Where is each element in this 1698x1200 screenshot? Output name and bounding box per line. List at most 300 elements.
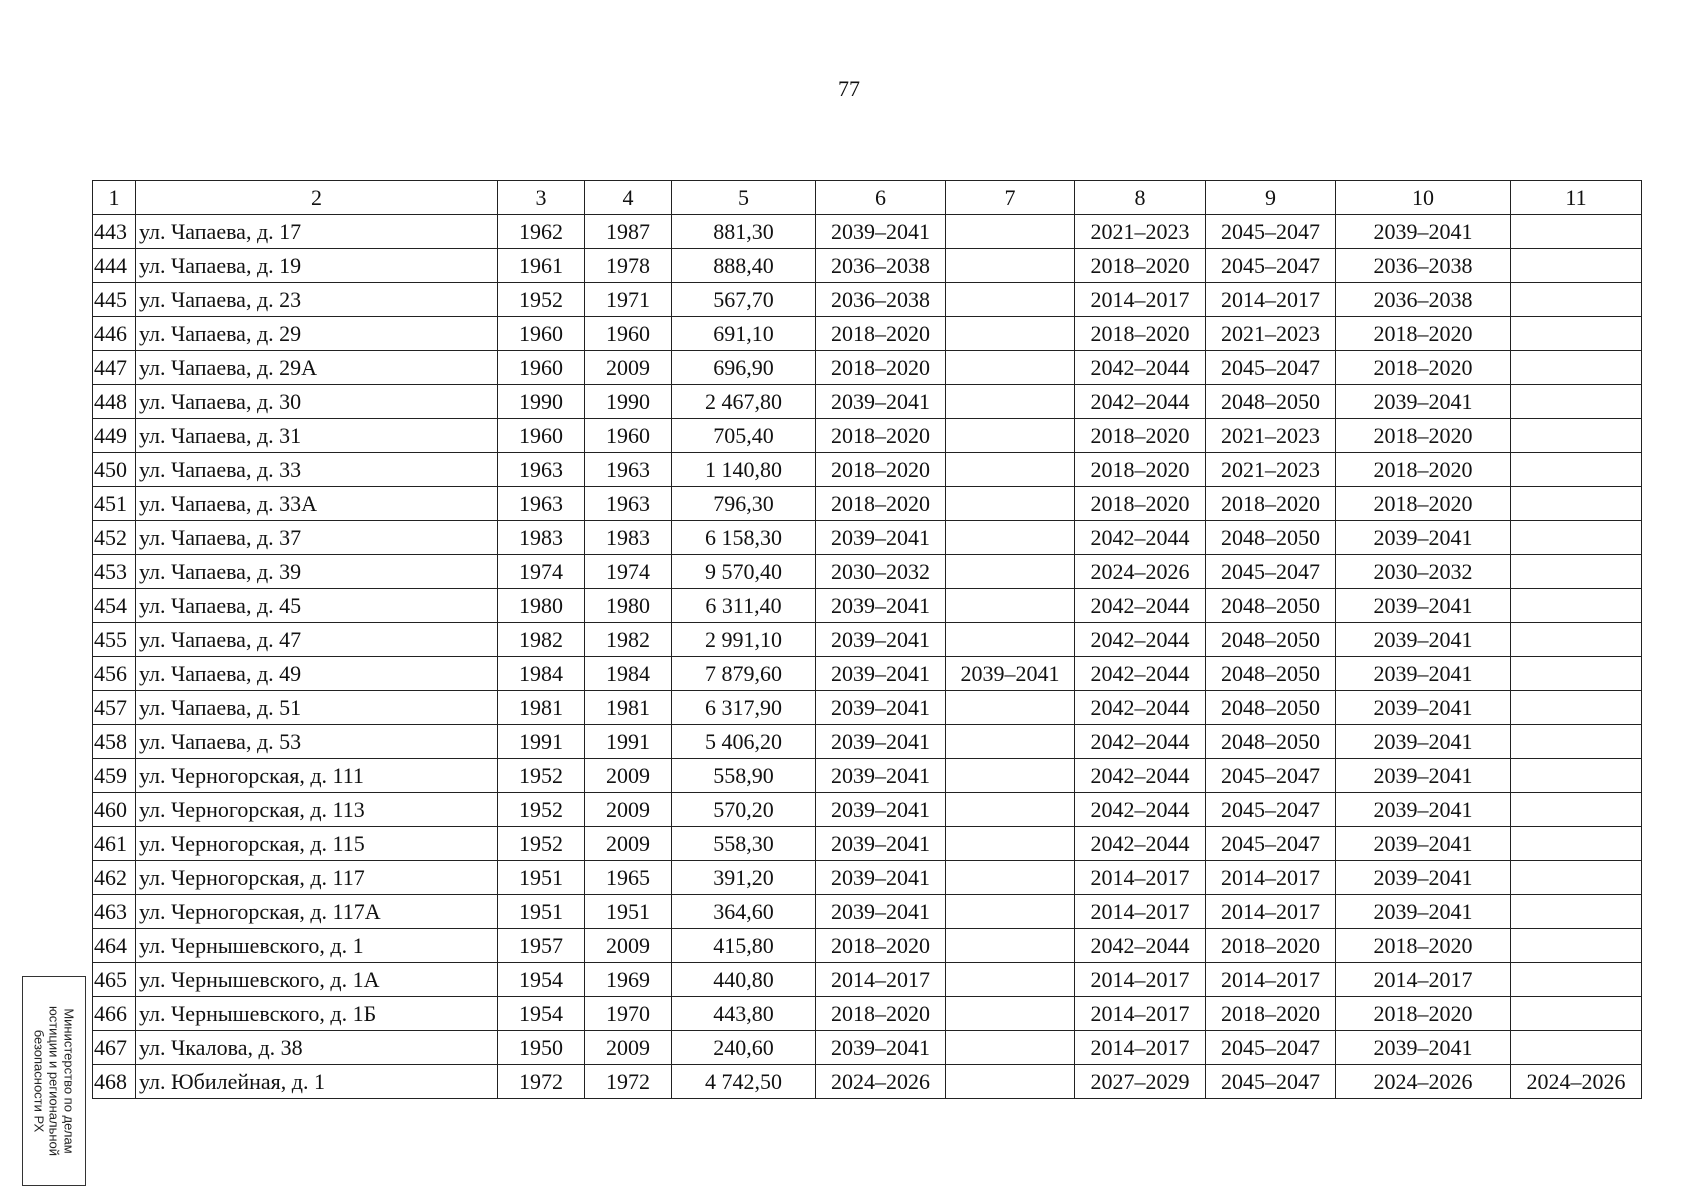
cell-col-year-2: 1960: [585, 317, 672, 351]
cell-col-7: [946, 215, 1075, 249]
table-row: [93, 861, 1642, 895]
cell-col-7: [946, 759, 1075, 793]
header-col-area: 5: [672, 181, 816, 215]
cell-col-year-built: 1951: [498, 861, 585, 895]
cell-col-num: 455: [93, 623, 136, 657]
cell-col-9: 2045–2047: [1206, 215, 1336, 249]
cell-col-6: 2018–2020: [816, 997, 946, 1031]
cell-col-11: 2024–2026: [1511, 1065, 1642, 1099]
cell-col-9: 2045–2047: [1206, 555, 1336, 589]
cell-col-10: 2018–2020: [1336, 929, 1511, 963]
cell-col-7: [946, 725, 1075, 759]
cell-col-9: 2045–2047: [1206, 1031, 1336, 1065]
cell-col-11: [1511, 555, 1642, 589]
page-number: 77: [838, 76, 860, 101]
cell-col-9: 2045–2047: [1206, 793, 1336, 827]
table-row: [93, 589, 1642, 623]
cell-col-address: ул. Черногорская, д. 117: [136, 861, 498, 895]
cell-col-11: [1511, 521, 1642, 555]
cell-col-6: 2039–2041: [816, 521, 946, 555]
table-row: [93, 453, 1642, 487]
cell-col-address: ул. Чапаева, д. 39: [136, 555, 498, 589]
cell-col-num: 448: [93, 385, 136, 419]
table-row: [93, 657, 1642, 691]
cell-col-year-2: 1980: [585, 589, 672, 623]
header-col-6: 6: [816, 181, 946, 215]
cell-col-6: 2036–2038: [816, 283, 946, 317]
cell-col-area: 2 467,80: [672, 385, 816, 419]
cell-col-address: ул. Черногорская, д. 111: [136, 759, 498, 793]
cell-col-year-built: 1960: [498, 419, 585, 453]
cell-col-7: [946, 861, 1075, 895]
cell-col-address: ул. Чапаева, д. 17: [136, 215, 498, 249]
cell-col-address: ул. Чапаева, д. 29: [136, 317, 498, 351]
cell-col-8: 2042–2044: [1075, 725, 1206, 759]
cell-col-7: [946, 963, 1075, 997]
cell-col-num: 463: [93, 895, 136, 929]
cell-col-address: ул. Чапаева, д. 45: [136, 589, 498, 623]
cell-col-7: [946, 691, 1075, 725]
cell-col-9: 2014–2017: [1206, 283, 1336, 317]
cell-col-year-built: 1954: [498, 963, 585, 997]
cell-col-year-2: 1987: [585, 215, 672, 249]
table-row: [93, 317, 1642, 351]
cell-col-6: 2039–2041: [816, 725, 946, 759]
cell-col-num: 461: [93, 827, 136, 861]
cell-col-9: 2021–2023: [1206, 419, 1336, 453]
cell-col-9: 2048–2050: [1206, 725, 1336, 759]
cell-col-11: [1511, 385, 1642, 419]
cell-col-6: 2039–2041: [816, 793, 946, 827]
cell-col-8: 2042–2044: [1075, 691, 1206, 725]
cell-col-year-built: 1952: [498, 283, 585, 317]
cell-col-9: 2048–2050: [1206, 623, 1336, 657]
cell-col-num: 458: [93, 725, 136, 759]
cell-col-8: 2027–2029: [1075, 1065, 1206, 1099]
cell-col-11: [1511, 895, 1642, 929]
cell-col-11: [1511, 725, 1642, 759]
cell-col-address: ул. Чернышевского, д. 1А: [136, 963, 498, 997]
cell-col-11: [1511, 453, 1642, 487]
cell-col-address: ул. Черногорская, д. 117А: [136, 895, 498, 929]
cell-col-10: 2036–2038: [1336, 283, 1511, 317]
cell-col-10: 2030–2032: [1336, 555, 1511, 589]
cell-col-address: ул. Юбилейная, д. 1: [136, 1065, 498, 1099]
cell-col-year-2: 1982: [585, 623, 672, 657]
cell-col-8: 2014–2017: [1075, 963, 1206, 997]
cell-col-year-2: 1970: [585, 997, 672, 1031]
cell-col-8: 2042–2044: [1075, 351, 1206, 385]
cell-col-address: ул. Чапаева, д. 37: [136, 521, 498, 555]
cell-col-area: 2 991,10: [672, 623, 816, 657]
cell-col-8: 2018–2020: [1075, 249, 1206, 283]
cell-col-10: 2039–2041: [1336, 385, 1511, 419]
cell-col-year-2: 2009: [585, 827, 672, 861]
cell-col-address: ул. Чапаева, д. 53: [136, 725, 498, 759]
cell-col-8: 2042–2044: [1075, 521, 1206, 555]
cell-col-area: 6 311,40: [672, 589, 816, 623]
cell-col-8: 2024–2026: [1075, 555, 1206, 589]
cell-col-address: ул. Чернышевского, д. 1: [136, 929, 498, 963]
table-row: [93, 929, 1642, 963]
cell-col-area: 443,80: [672, 997, 816, 1031]
table-row: [93, 725, 1642, 759]
cell-col-7: [946, 419, 1075, 453]
header-col-11: 11: [1511, 181, 1642, 215]
cell-col-year-built: 1991: [498, 725, 585, 759]
table-row: [93, 623, 1642, 657]
cell-col-year-2: 1965: [585, 861, 672, 895]
cell-col-7: [946, 589, 1075, 623]
cell-col-6: 2018–2020: [816, 453, 946, 487]
cell-col-area: 691,10: [672, 317, 816, 351]
cell-col-area: 6 158,30: [672, 521, 816, 555]
cell-col-6: 2039–2041: [816, 1031, 946, 1065]
cell-col-num: 465: [93, 963, 136, 997]
cell-col-8: 2042–2044: [1075, 657, 1206, 691]
cell-col-year-built: 1960: [498, 351, 585, 385]
cell-col-7: [946, 249, 1075, 283]
cell-col-year-built: 1981: [498, 691, 585, 725]
cell-col-9: 2045–2047: [1206, 759, 1336, 793]
cell-col-num: 464: [93, 929, 136, 963]
cell-col-8: 2042–2044: [1075, 623, 1206, 657]
cell-col-6: 2039–2041: [816, 657, 946, 691]
table-row: [93, 759, 1642, 793]
cell-col-address: ул. Чапаева, д. 30: [136, 385, 498, 419]
cell-col-9: 2018–2020: [1206, 997, 1336, 1031]
cell-col-6: 2039–2041: [816, 895, 946, 929]
cell-col-7: [946, 997, 1075, 1031]
cell-col-7: [946, 793, 1075, 827]
table-row: [93, 351, 1642, 385]
table-row: [93, 555, 1642, 589]
cell-col-area: 5 406,20: [672, 725, 816, 759]
cell-col-year-2: 1972: [585, 1065, 672, 1099]
cell-col-8: 2042–2044: [1075, 929, 1206, 963]
cell-col-num: 454: [93, 589, 136, 623]
table-row: [93, 963, 1642, 997]
cell-col-year-2: 2009: [585, 759, 672, 793]
cell-col-10: 2039–2041: [1336, 691, 1511, 725]
cell-col-num: 466: [93, 997, 136, 1031]
cell-col-11: [1511, 589, 1642, 623]
header-col-7: 7: [946, 181, 1075, 215]
cell-col-9: 2021–2023: [1206, 317, 1336, 351]
table-body: [93, 215, 1642, 1099]
cell-col-8: 2042–2044: [1075, 827, 1206, 861]
table-row: [93, 1031, 1642, 1065]
cell-col-year-2: 2009: [585, 929, 672, 963]
cell-col-num: 457: [93, 691, 136, 725]
cell-col-11: [1511, 249, 1642, 283]
cell-col-year-built: 1963: [498, 453, 585, 487]
cell-col-9: 2048–2050: [1206, 521, 1336, 555]
cell-col-year-2: 1990: [585, 385, 672, 419]
cell-col-10: 2039–2041: [1336, 215, 1511, 249]
cell-col-area: 391,20: [672, 861, 816, 895]
cell-col-9: 2045–2047: [1206, 351, 1336, 385]
cell-col-area: 7 879,60: [672, 657, 816, 691]
table-row: [93, 385, 1642, 419]
cell-col-area: 364,60: [672, 895, 816, 929]
table-row: [93, 691, 1642, 725]
cell-col-11: [1511, 997, 1642, 1031]
cell-col-year-built: 1952: [498, 827, 585, 861]
cell-col-9: 2045–2047: [1206, 827, 1336, 861]
cell-col-9: 2018–2020: [1206, 487, 1336, 521]
cell-col-year-2: 1974: [585, 555, 672, 589]
cell-col-6: 2014–2017: [816, 963, 946, 997]
cell-col-11: [1511, 657, 1642, 691]
cell-col-9: 2014–2017: [1206, 861, 1336, 895]
cell-col-8: 2018–2020: [1075, 419, 1206, 453]
cell-col-11: [1511, 861, 1642, 895]
cell-col-address: ул. Чапаева, д. 19: [136, 249, 498, 283]
cell-col-area: 415,80: [672, 929, 816, 963]
cell-col-num: 467: [93, 1031, 136, 1065]
cell-col-num: 452: [93, 521, 136, 555]
cell-col-6: 2036–2038: [816, 249, 946, 283]
cell-col-num: 451: [93, 487, 136, 521]
cell-col-year-built: 1961: [498, 249, 585, 283]
header-col-10: 10: [1336, 181, 1511, 215]
cell-col-address: ул. Чапаева, д. 33А: [136, 487, 498, 521]
table-row: [93, 827, 1642, 861]
cell-col-9: 2021–2023: [1206, 453, 1336, 487]
table-row: [93, 1065, 1642, 1099]
table-row: [93, 419, 1642, 453]
cell-col-8: 2042–2044: [1075, 385, 1206, 419]
header-col-9: 9: [1206, 181, 1336, 215]
cell-col-8: 2042–2044: [1075, 793, 1206, 827]
cell-col-8: 2014–2017: [1075, 861, 1206, 895]
cell-col-8: 2042–2044: [1075, 589, 1206, 623]
cell-col-address: ул. Чапаева, д. 23: [136, 283, 498, 317]
cell-col-10: 2039–2041: [1336, 623, 1511, 657]
cell-col-area: 881,30: [672, 215, 816, 249]
cell-col-7: [946, 317, 1075, 351]
cell-col-address: ул. Черногорская, д. 115: [136, 827, 498, 861]
cell-col-9: 2018–2020: [1206, 929, 1336, 963]
cell-col-8: 2014–2017: [1075, 1031, 1206, 1065]
cell-col-9: 2048–2050: [1206, 385, 1336, 419]
cell-col-8: 2042–2044: [1075, 759, 1206, 793]
cell-col-year-2: 1984: [585, 657, 672, 691]
cell-col-6: 2018–2020: [816, 351, 946, 385]
cell-col-area: 1 140,80: [672, 453, 816, 487]
cell-col-7: [946, 895, 1075, 929]
header-col-year-2: 4: [585, 181, 672, 215]
cell-col-year-built: 1990: [498, 385, 585, 419]
cell-col-year-built: 1980: [498, 589, 585, 623]
cell-col-area: 567,70: [672, 283, 816, 317]
cell-col-10: 2039–2041: [1336, 759, 1511, 793]
cell-col-year-2: 1983: [585, 521, 672, 555]
cell-col-7: 2039–2041: [946, 657, 1075, 691]
cell-col-10: 2036–2038: [1336, 249, 1511, 283]
cell-col-8: 2014–2017: [1075, 283, 1206, 317]
cell-col-11: [1511, 487, 1642, 521]
cell-col-area: 705,40: [672, 419, 816, 453]
table-row: [93, 895, 1642, 929]
cell-col-year-built: 1954: [498, 997, 585, 1031]
cell-col-6: 2039–2041: [816, 827, 946, 861]
cell-col-10: 2039–2041: [1336, 827, 1511, 861]
cell-col-8: 2021–2023: [1075, 215, 1206, 249]
cell-col-year-2: 1991: [585, 725, 672, 759]
cell-col-10: 2018–2020: [1336, 997, 1511, 1031]
cell-col-num: 460: [93, 793, 136, 827]
cell-col-9: 2048–2050: [1206, 691, 1336, 725]
cell-col-year-built: 1952: [498, 759, 585, 793]
cell-col-10: 2018–2020: [1336, 419, 1511, 453]
cell-col-year-2: 1981: [585, 691, 672, 725]
cell-col-6: 2039–2041: [816, 861, 946, 895]
cell-col-10: 2039–2041: [1336, 793, 1511, 827]
cell-col-11: [1511, 1031, 1642, 1065]
cell-col-10: 2014–2017: [1336, 963, 1511, 997]
table-row: [93, 283, 1642, 317]
cell-col-address: ул. Чапаева, д. 33: [136, 453, 498, 487]
cell-col-area: 796,30: [672, 487, 816, 521]
cell-col-11: [1511, 419, 1642, 453]
cell-col-year-2: 1978: [585, 249, 672, 283]
cell-col-7: [946, 555, 1075, 589]
table-row: [93, 521, 1642, 555]
cell-col-num: 447: [93, 351, 136, 385]
cell-col-year-built: 1962: [498, 215, 585, 249]
cell-col-8: 2018–2020: [1075, 453, 1206, 487]
cell-col-6: 2024–2026: [816, 1065, 946, 1099]
cell-col-11: [1511, 929, 1642, 963]
cell-col-num: 445: [93, 283, 136, 317]
cell-col-year-2: 1971: [585, 283, 672, 317]
cell-col-11: [1511, 215, 1642, 249]
cell-col-area: 570,20: [672, 793, 816, 827]
cell-col-year-built: 1963: [498, 487, 585, 521]
cell-col-10: 2039–2041: [1336, 589, 1511, 623]
cell-col-year-built: 1950: [498, 1031, 585, 1065]
cell-col-num: 444: [93, 249, 136, 283]
cell-col-11: [1511, 963, 1642, 997]
cell-col-address: ул. Чапаева, д. 29А: [136, 351, 498, 385]
cell-col-7: [946, 521, 1075, 555]
header-row: [93, 181, 1642, 215]
cell-col-9: 2014–2017: [1206, 895, 1336, 929]
cell-col-9: 2045–2047: [1206, 1065, 1336, 1099]
stamp-text: Министерство по делам юстиции и региональной безопасности РХ: [31, 1005, 77, 1157]
cell-col-num: 456: [93, 657, 136, 691]
cell-col-7: [946, 385, 1075, 419]
table-row: [93, 215, 1642, 249]
cell-col-area: 6 317,90: [672, 691, 816, 725]
cell-col-year-2: 1963: [585, 487, 672, 521]
housing-register-table: [92, 180, 1642, 1099]
cell-col-7: [946, 351, 1075, 385]
cell-col-year-built: 1984: [498, 657, 585, 691]
cell-col-11: [1511, 691, 1642, 725]
cell-col-year-2: 2009: [585, 351, 672, 385]
cell-col-year-built: 1957: [498, 929, 585, 963]
cell-col-6: 2039–2041: [816, 385, 946, 419]
cell-col-area: 888,40: [672, 249, 816, 283]
cell-col-7: [946, 1031, 1075, 1065]
cell-col-area: 440,80: [672, 963, 816, 997]
cell-col-10: 2018–2020: [1336, 317, 1511, 351]
cell-col-8: 2014–2017: [1075, 997, 1206, 1031]
cell-col-year-2: 1963: [585, 453, 672, 487]
cell-col-11: [1511, 793, 1642, 827]
cell-col-num: 462: [93, 861, 136, 895]
cell-col-10: 2039–2041: [1336, 521, 1511, 555]
cell-col-6: 2039–2041: [816, 623, 946, 657]
table-row: [93, 997, 1642, 1031]
cell-col-year-2: 1960: [585, 419, 672, 453]
cell-col-area: 696,90: [672, 351, 816, 385]
cell-col-6: 2039–2041: [816, 759, 946, 793]
cell-col-9: 2048–2050: [1206, 589, 1336, 623]
cell-col-7: [946, 453, 1075, 487]
cell-col-address: ул. Чкалова, д. 38: [136, 1031, 498, 1065]
cell-col-6: 2039–2041: [816, 215, 946, 249]
cell-col-10: 2018–2020: [1336, 351, 1511, 385]
cell-col-7: [946, 487, 1075, 521]
cell-col-num: 449: [93, 419, 136, 453]
cell-col-7: [946, 283, 1075, 317]
cell-col-10: 2024–2026: [1336, 1065, 1511, 1099]
cell-col-6: 2018–2020: [816, 487, 946, 521]
cell-col-6: 2018–2020: [816, 317, 946, 351]
header-col-year-built: 3: [498, 181, 585, 215]
cell-col-9: 2045–2047: [1206, 249, 1336, 283]
cell-col-num: 468: [93, 1065, 136, 1099]
cell-col-10: 2039–2041: [1336, 725, 1511, 759]
cell-col-8: 2014–2017: [1075, 895, 1206, 929]
cell-col-address: ул. Чернышевского, д. 1Б: [136, 997, 498, 1031]
cell-col-area: 4 742,50: [672, 1065, 816, 1099]
cell-col-9: 2014–2017: [1206, 963, 1336, 997]
cell-col-8: 2018–2020: [1075, 317, 1206, 351]
cell-col-7: [946, 1065, 1075, 1099]
cell-col-address: ул. Чапаева, д. 49: [136, 657, 498, 691]
cell-col-11: [1511, 283, 1642, 317]
cell-col-8: 2018–2020: [1075, 487, 1206, 521]
cell-col-area: 558,90: [672, 759, 816, 793]
cell-col-10: 2039–2041: [1336, 1031, 1511, 1065]
cell-col-year-2: 2009: [585, 793, 672, 827]
cell-col-address: ул. Чапаева, д. 47: [136, 623, 498, 657]
cell-col-num: 453: [93, 555, 136, 589]
cell-col-year-2: 2009: [585, 1031, 672, 1065]
cell-col-11: [1511, 759, 1642, 793]
header-col-8: 8: [1075, 181, 1206, 215]
cell-col-year-2: 1969: [585, 963, 672, 997]
cell-col-10: 2039–2041: [1336, 895, 1511, 929]
cell-col-10: 2039–2041: [1336, 657, 1511, 691]
cell-col-6: 2018–2020: [816, 419, 946, 453]
cell-col-num: 446: [93, 317, 136, 351]
ministry-stamp: [22, 976, 86, 1186]
cell-col-6: 2030–2032: [816, 555, 946, 589]
cell-col-num: 459: [93, 759, 136, 793]
cell-col-11: [1511, 827, 1642, 861]
cell-col-11: [1511, 623, 1642, 657]
cell-col-9: 2048–2050: [1206, 657, 1336, 691]
cell-col-7: [946, 623, 1075, 657]
cell-col-area: 9 570,40: [672, 555, 816, 589]
cell-col-num: 443: [93, 215, 136, 249]
